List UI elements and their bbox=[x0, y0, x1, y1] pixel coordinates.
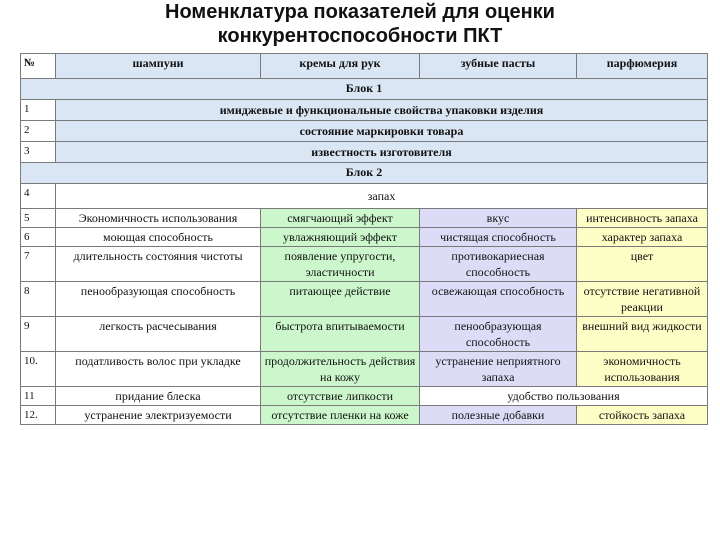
hand-cream-cell: увлажняющий эффект bbox=[261, 228, 420, 247]
shampoo-cell: устранение электризуемости bbox=[56, 406, 261, 425]
hand-cream-cell: отсутствие липкости bbox=[261, 387, 420, 406]
page-title bbox=[0, 0, 720, 48]
row-number: 3 bbox=[21, 142, 56, 163]
row-number: 4 bbox=[21, 184, 56, 209]
row-number: 11 bbox=[21, 387, 56, 406]
table-row bbox=[21, 121, 708, 142]
row-number: 1 bbox=[21, 100, 56, 121]
shampoo-cell: легкость расчесывания bbox=[56, 317, 261, 352]
toothpaste-perfume-cell: удобство пользования bbox=[420, 387, 708, 406]
shampoo-cell: длительность состояния чистоты bbox=[56, 247, 261, 282]
row-number: 7 bbox=[21, 247, 56, 282]
table-row bbox=[21, 100, 708, 121]
row-number: 12. bbox=[21, 406, 56, 425]
header-toothpaste: зубные пасты bbox=[420, 54, 577, 79]
toothpaste-cell: вкус bbox=[420, 209, 577, 228]
table-row bbox=[21, 352, 708, 387]
toothpaste-cell: полезные добавки bbox=[420, 406, 577, 425]
toothpaste-cell: устранение неприятного запаха bbox=[420, 352, 577, 387]
perfume-cell: характер запаха bbox=[577, 228, 708, 247]
perfume-cell: цвет bbox=[577, 247, 708, 282]
block2-common-indicator: запах bbox=[56, 184, 708, 209]
toothpaste-cell: освежающая способность bbox=[420, 282, 577, 317]
shampoo-cell: пенообразующая способность bbox=[56, 282, 261, 317]
title-line-1: Номенклатура показателей для оценки bbox=[165, 1, 555, 23]
hand-cream-cell: смягчающий эффект bbox=[261, 209, 420, 228]
perfume-cell: экономичность использования bbox=[577, 352, 708, 387]
perfume-cell: внешний вид жидкости bbox=[577, 317, 708, 352]
toothpaste-cell: чистящая способность bbox=[420, 228, 577, 247]
header-perfume: парфюмерия bbox=[577, 54, 708, 79]
row-number: 6 bbox=[21, 228, 56, 247]
table-row bbox=[21, 317, 708, 352]
shampoo-cell: Экономичность использования bbox=[56, 209, 261, 228]
indicators-table bbox=[20, 53, 708, 425]
block1-indicator: известность изготовителя bbox=[56, 142, 708, 163]
toothpaste-cell: пенообразующая способность bbox=[420, 317, 577, 352]
title-line-2: конкурентоспособности ПКТ bbox=[217, 25, 503, 47]
shampoo-cell: податливость волос при укладке bbox=[56, 352, 261, 387]
table-row bbox=[21, 247, 708, 282]
perfume-cell: отсутствие негативной реакции bbox=[577, 282, 708, 317]
table-row bbox=[21, 142, 708, 163]
header-shampoo: шампуни bbox=[56, 54, 261, 79]
block2-label: Блок 2 bbox=[21, 163, 708, 184]
table-row bbox=[21, 406, 708, 425]
toothpaste-cell: противокариесная способность bbox=[420, 247, 577, 282]
block1-row bbox=[21, 79, 708, 100]
table-row bbox=[21, 209, 708, 228]
header-hand-cream: кремы для рук bbox=[261, 54, 420, 79]
block1-label: Блок 1 bbox=[21, 79, 708, 100]
shampoo-cell: придание блеска bbox=[56, 387, 261, 406]
row-number: 5 bbox=[21, 209, 56, 228]
header-row bbox=[21, 54, 708, 79]
row-number: 9 bbox=[21, 317, 56, 352]
row-number: 8 bbox=[21, 282, 56, 317]
table-row bbox=[21, 228, 708, 247]
table-row bbox=[21, 387, 708, 406]
block1-indicator: имиджевые и функциональные свойства упаковки изделия bbox=[56, 100, 708, 121]
block2-row bbox=[21, 163, 708, 184]
row-number: 2 bbox=[21, 121, 56, 142]
hand-cream-cell: отсутствие пленки на коже bbox=[261, 406, 420, 425]
perfume-cell: интенсивность запаха bbox=[577, 209, 708, 228]
hand-cream-cell: появление упругости, эластичности bbox=[261, 247, 420, 282]
row-number: 10. bbox=[21, 352, 56, 387]
table-row bbox=[21, 184, 708, 209]
hand-cream-cell: продолжительность действия на кожу bbox=[261, 352, 420, 387]
perfume-cell: стойкость запаха bbox=[577, 406, 708, 425]
hand-cream-cell: быстрота впитываемости bbox=[261, 317, 420, 352]
header-num: № bbox=[21, 54, 56, 79]
block1-indicator: состояние маркировки товара bbox=[56, 121, 708, 142]
hand-cream-cell: питающее действие bbox=[261, 282, 420, 317]
shampoo-cell: моющая способность bbox=[56, 228, 261, 247]
table-row bbox=[21, 282, 708, 317]
